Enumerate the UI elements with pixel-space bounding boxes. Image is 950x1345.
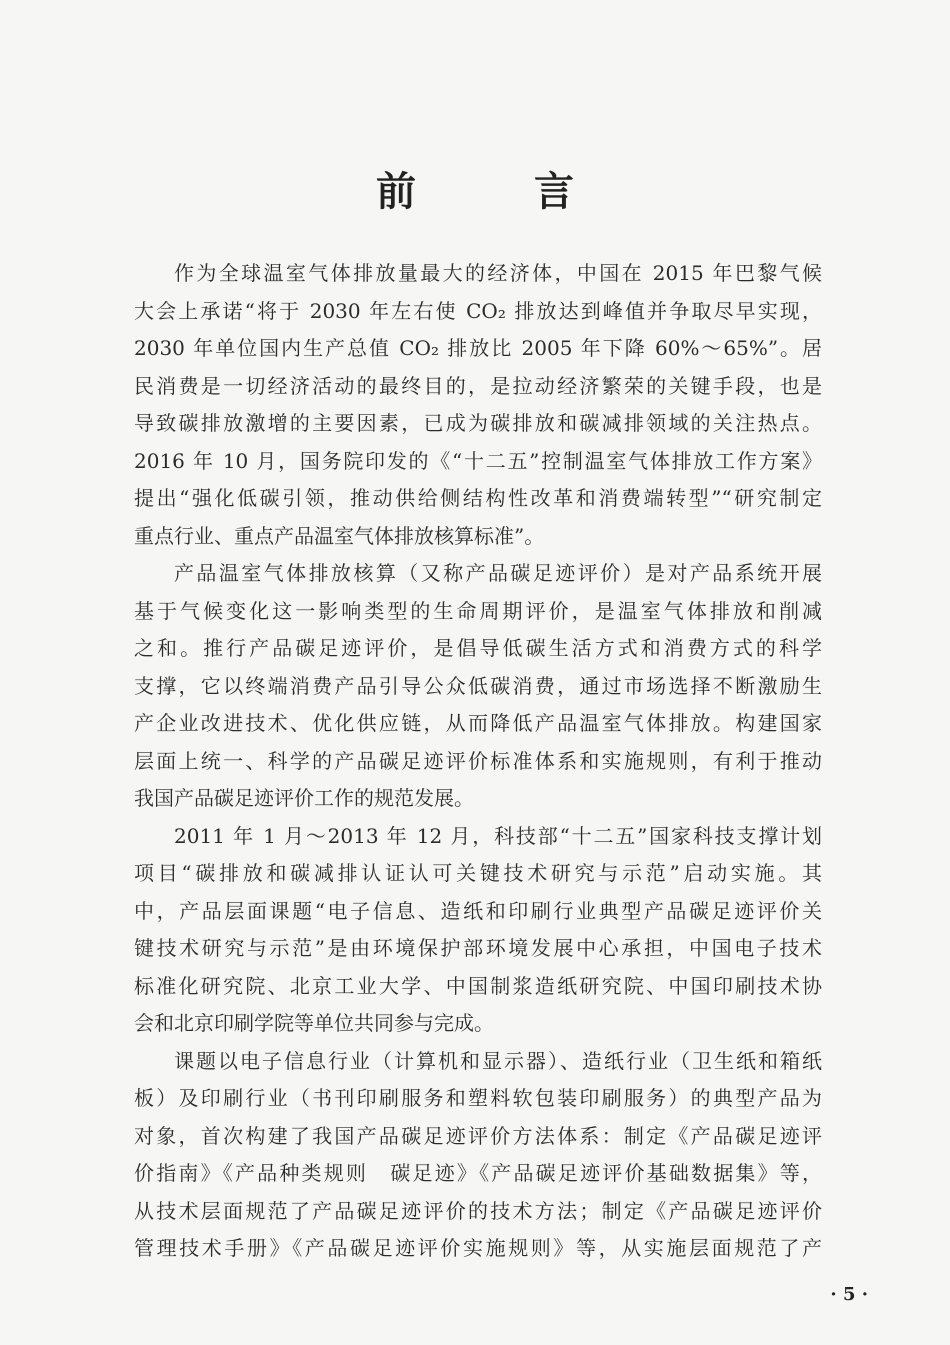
text-line: 课题以电子信息行业（计算机和显示器）、造纸行业（卫生纸和箱纸 xyxy=(174,1048,822,1073)
text-line: 导致碳排放激增的主要因素，已成为碳排放和碳减排领域的关注热点。 xyxy=(134,411,822,435)
text-line: 标准化研究院、北京工业大学、中国制浆造纸研究院、中国印刷技术协 xyxy=(134,973,822,998)
text-line: 2030 年单位国内生产总值 CO₂ 排放比 2005 年下降 60%～65%”。居 xyxy=(134,336,822,360)
text-line: 民消费是一切经济活动的最终目的，是拉动经济繁荣的关键手段，也是 xyxy=(134,373,822,398)
text-line: 基于气候变化这一影响类型的生命周期评价，是温室气体排放和削减 xyxy=(134,598,822,623)
text-line: 中，产品层面课题“电子信息、造纸和印刷行业典型产品碳足迹评价关 xyxy=(134,898,822,923)
text-line: 提出“强化低碳引领，推动供给侧结构性改革和消费端转型”“研究制定 xyxy=(134,486,822,510)
text-line: 从技术层面规范了产品碳足迹评价的技术方法；制定《产品碳足迹评价 xyxy=(134,1198,822,1223)
text-line: 管理技术手册》《产品碳足迹评价实施规则》等，从实施层面规范了产 xyxy=(134,1236,822,1260)
text-line: 对象，首次构建了我国产品碳足迹评价方法体系：制定《产品碳足迹评 xyxy=(134,1123,822,1148)
text-line: 重点行业、重点产品温室气体排放核算标准”。 xyxy=(134,523,545,548)
paragraph-4 xyxy=(134,1043,822,1268)
text-line: 作为全球温室气体排放量最大的经济体，中国在 2015 年巴黎气候 xyxy=(174,261,822,285)
text-line: 之和。推行产品碳足迹评价，是倡导低碳生活方式和消费方式的科学 xyxy=(134,636,822,660)
text-line: 大会上承诺“将于 2030 年左右使 CO₂ 排放达到峰值并争取尽早实现， xyxy=(134,298,822,323)
text-line: 2011 年 1 月～2013 年 12 月，科技部“十二五”国家科技支撑计划 xyxy=(174,823,822,848)
text-line: 价指南》《产品种类规则 碳足迹》《产品碳足迹评价基础数据集》等， xyxy=(134,1161,822,1185)
text-line: 2016 年 10 月，国务院印发的《“十二五”控制温室气体排放工作方案》 xyxy=(134,448,822,473)
paragraph-1 xyxy=(134,255,822,555)
page-title: 前 言 xyxy=(376,168,626,215)
text-line: 会和北京印刷学院等单位共同参与完成。 xyxy=(134,1011,494,1035)
text-line: 项目“碳排放和碳减排认证认可关键技术研究与示范”启动实施。其 xyxy=(134,861,822,885)
text-line: 支撑，它以终端消费产品引导公众低碳消费，通过市场选择不断激励生 xyxy=(134,673,822,698)
text-line: 产企业改进技术、优化供应链，从而降低产品温室气体排放。构建国家 xyxy=(134,711,822,735)
paragraph-3 xyxy=(134,818,822,1043)
text-line: 层面上统一、科学的产品碳足迹评价标准体系和实施规则，有利于推动 xyxy=(134,748,822,773)
body-text xyxy=(134,255,822,1268)
text-line: 我国产品碳足迹评价工作的规范发展。 xyxy=(134,786,474,810)
text-line: 板）及印刷行业（书刊印刷服务和塑料软包装印刷服务）的典型产品为 xyxy=(134,1086,822,1110)
page-number: · 5 · xyxy=(830,1284,868,1305)
paragraph-2 xyxy=(134,555,822,818)
text-line: 产品温室气体排放核算（又称产品碳足迹评价）是对产品系统开展 xyxy=(174,561,822,585)
text-line: 键技术研究与示范”是由环境保护部环境发展中心承担，中国电子技术 xyxy=(134,936,822,960)
